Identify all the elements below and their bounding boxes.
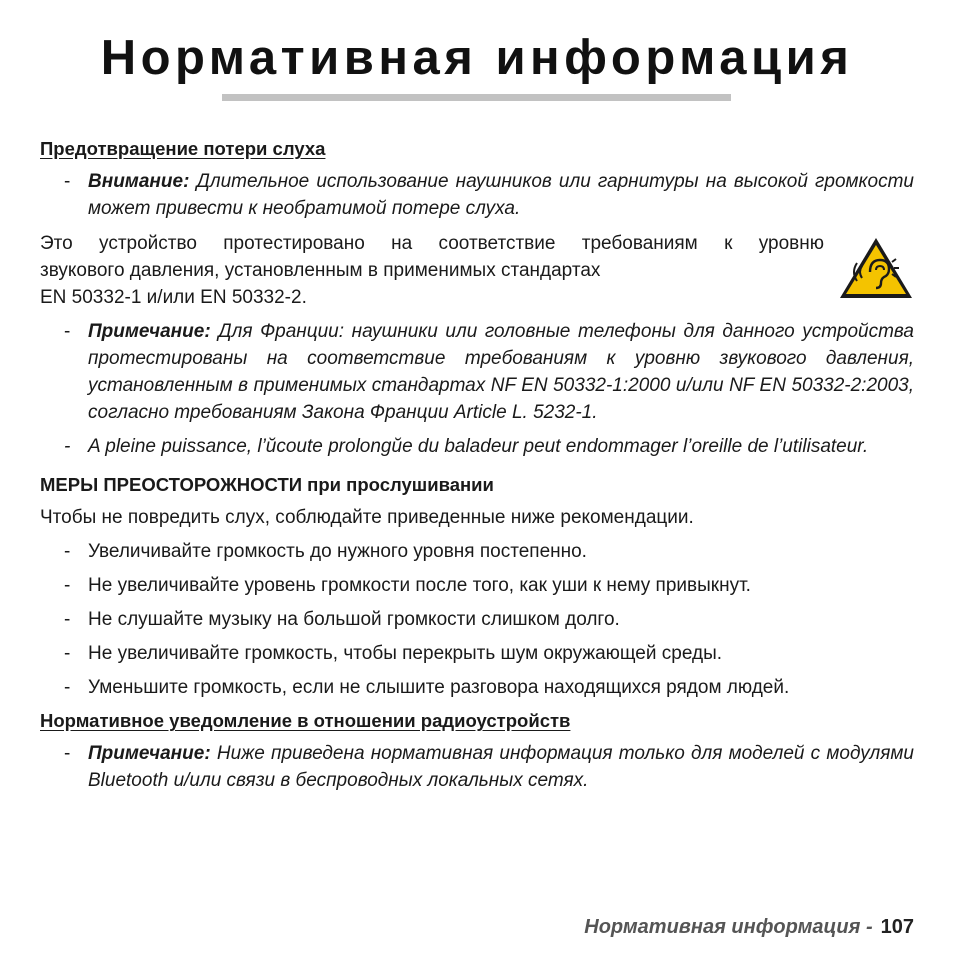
list-item	[40, 640, 914, 667]
title-rule	[222, 94, 731, 101]
bullet-dash: -	[64, 609, 71, 630]
page-number: 107	[880, 916, 914, 938]
list-item-text: Увеличивайте громкость до нужного уровня постепенно.	[88, 541, 587, 562]
french-text: A pleine puissance, l’ŭcoute prolongŭe du baladeur peut endommager l’oreille de l’utilisateur.	[88, 436, 869, 457]
list-item-text: Не увеличивайте громкость, чтобы перекрыть шум окружающей среды.	[88, 643, 723, 664]
footer-label: Нормативная информация -	[584, 916, 873, 938]
warning-item	[40, 168, 914, 222]
precautions-intro: Чтобы не повредить слух, соблюдайте приведенные ниже рекомендации.	[40, 507, 694, 528]
note-text: Для Франции: наушники или головные телефоны для данного устройства протестированы на соответствие требованиям к уровню звукового давления, установленным в применимых стандартах NF EN 50332-1:2000 и/или NF EN 50332-2:2003, согласно требованиям Закона Франции Article L. 5232-1.	[88, 321, 914, 423]
radio-note-item	[40, 740, 914, 794]
bullet-dash: -	[64, 321, 71, 342]
precautions-heading: МЕРЫ ПРЕОСТОРОЖНОСТИ при прослушивании	[40, 474, 494, 495]
device-compliance-block	[40, 230, 914, 311]
hearing-heading: Предотвращение потери слуха	[40, 138, 326, 159]
list-item	[40, 674, 914, 701]
device-line-3: EN 50332-1 и/или EN 50332-2.	[40, 287, 307, 308]
france-note-item	[40, 318, 914, 426]
warning-text: Длительное использование наушников или гарнитуры на высокой громкости может привести к необратимой потере слуха.	[88, 171, 914, 219]
page-title: Нормативная информация	[100, 31, 854, 85]
list-item	[40, 538, 914, 565]
precautions-list	[40, 538, 914, 701]
list-item	[40, 572, 914, 599]
bullet-dash: -	[64, 575, 71, 596]
device-line-1: Это устройство протестировано на соответствие требованиям к уровню	[40, 233, 824, 254]
bullet-dash: -	[64, 436, 71, 457]
page-content	[40, 136, 914, 801]
bullet-dash: -	[64, 171, 71, 192]
list-item-text: Уменьшите громкость, если не слышите разговора находящихся рядом людей.	[88, 677, 790, 698]
note-text: Ниже приведена нормативная информация только для моделей с модулями Bluetooth и/или связи в беспроводных локальных сетях.	[88, 743, 914, 791]
hearing-damage-warning-icon	[838, 236, 914, 300]
bullet-dash: -	[64, 541, 71, 562]
list-item-text: Не увеличивайте уровень громкости после того, как уши к нему привыкнут.	[88, 575, 751, 596]
list-item	[40, 606, 914, 633]
bullet-dash: -	[64, 677, 71, 698]
list-item-text: Не слушайте музыку на большой громкости слишком долго.	[88, 609, 620, 630]
page-footer	[584, 916, 914, 939]
note-lead: Примечание:	[88, 743, 217, 764]
radio-heading: Нормативное уведомление в отношении радиоустройств	[40, 710, 571, 731]
warning-lead: Внимание:	[88, 171, 197, 192]
bullet-dash: -	[64, 643, 71, 664]
french-warning-item	[40, 433, 914, 460]
device-line-2: звукового давления, установленным в применимых стандартах	[40, 260, 601, 281]
note-lead: Примечание:	[88, 321, 219, 342]
bullet-dash: -	[64, 743, 71, 764]
